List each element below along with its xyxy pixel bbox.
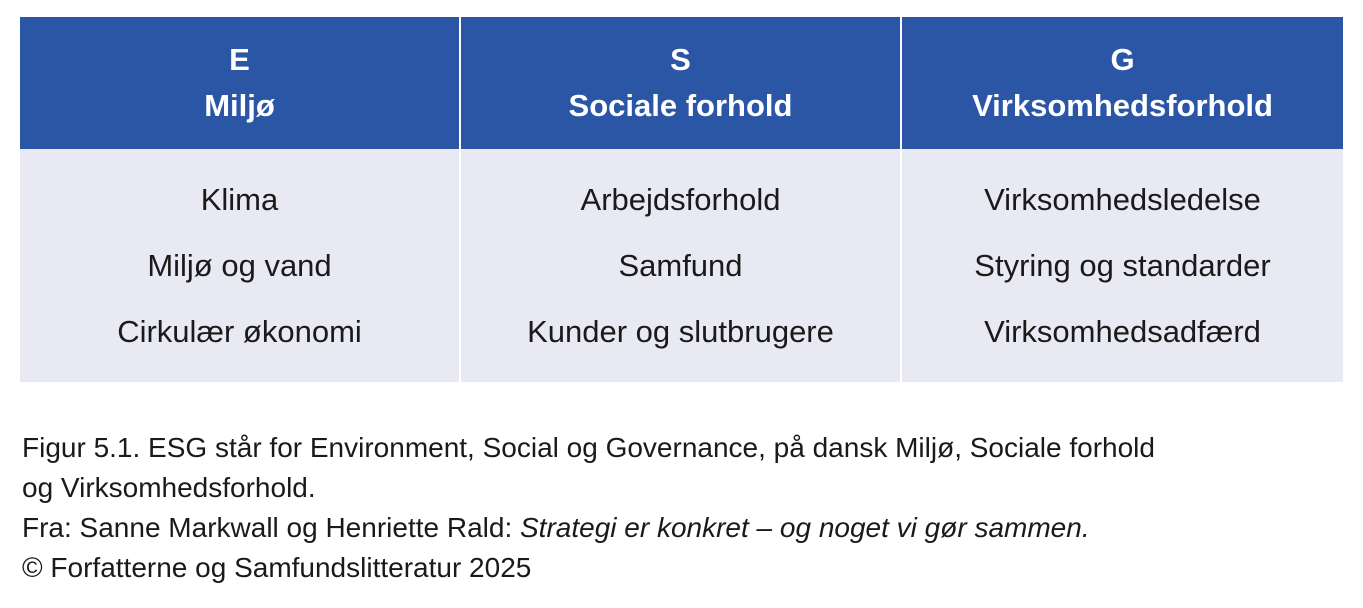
esg-table [20,17,1343,382]
list-item: Klima [200,181,279,217]
body-e [20,149,461,382]
list-item: Virksomhedsadfærd [984,313,1261,349]
header-g-title: Virksomhedsforhold [972,88,1273,123]
figure-caption [22,428,1342,588]
list-item: Virksomhedsledelse [984,181,1261,217]
caption-copyright: © Forfatterne og Samfundslitteratur 2025 [22,552,532,583]
header-e-letter: E [229,42,250,77]
header-e-title: Miljø [204,88,275,123]
header-e [20,17,461,149]
source-title: Strategi er konkret – og noget vi gør sammen. [520,512,1090,543]
list-item: Kunder og slutbrugere [527,313,834,349]
caption-line-2: og Virksomhedsforhold. [22,472,316,503]
header-s [461,17,902,149]
header-g-letter: G [1110,42,1135,77]
list-item: Samfund [618,247,743,283]
list-item: Styring og standarder [974,247,1271,283]
caption-source [22,508,1342,548]
body-s [461,149,902,382]
list-item: Cirkulær økonomi [117,313,362,349]
list-item: Arbejdsforhold [580,181,781,217]
body-g [902,149,1343,382]
list-item: Miljø og vand [147,247,332,283]
source-prefix: Fra: Sanne Markwall og Henriette Rald: [22,512,520,543]
header-g [902,17,1343,149]
header-s-title: Sociale forhold [568,88,793,123]
caption-line-1: Figur 5.1. ESG står for Environment, Social og Governance, på dansk Miljø, Sociale forhold [22,432,1155,463]
header-s-letter: S [670,42,691,77]
